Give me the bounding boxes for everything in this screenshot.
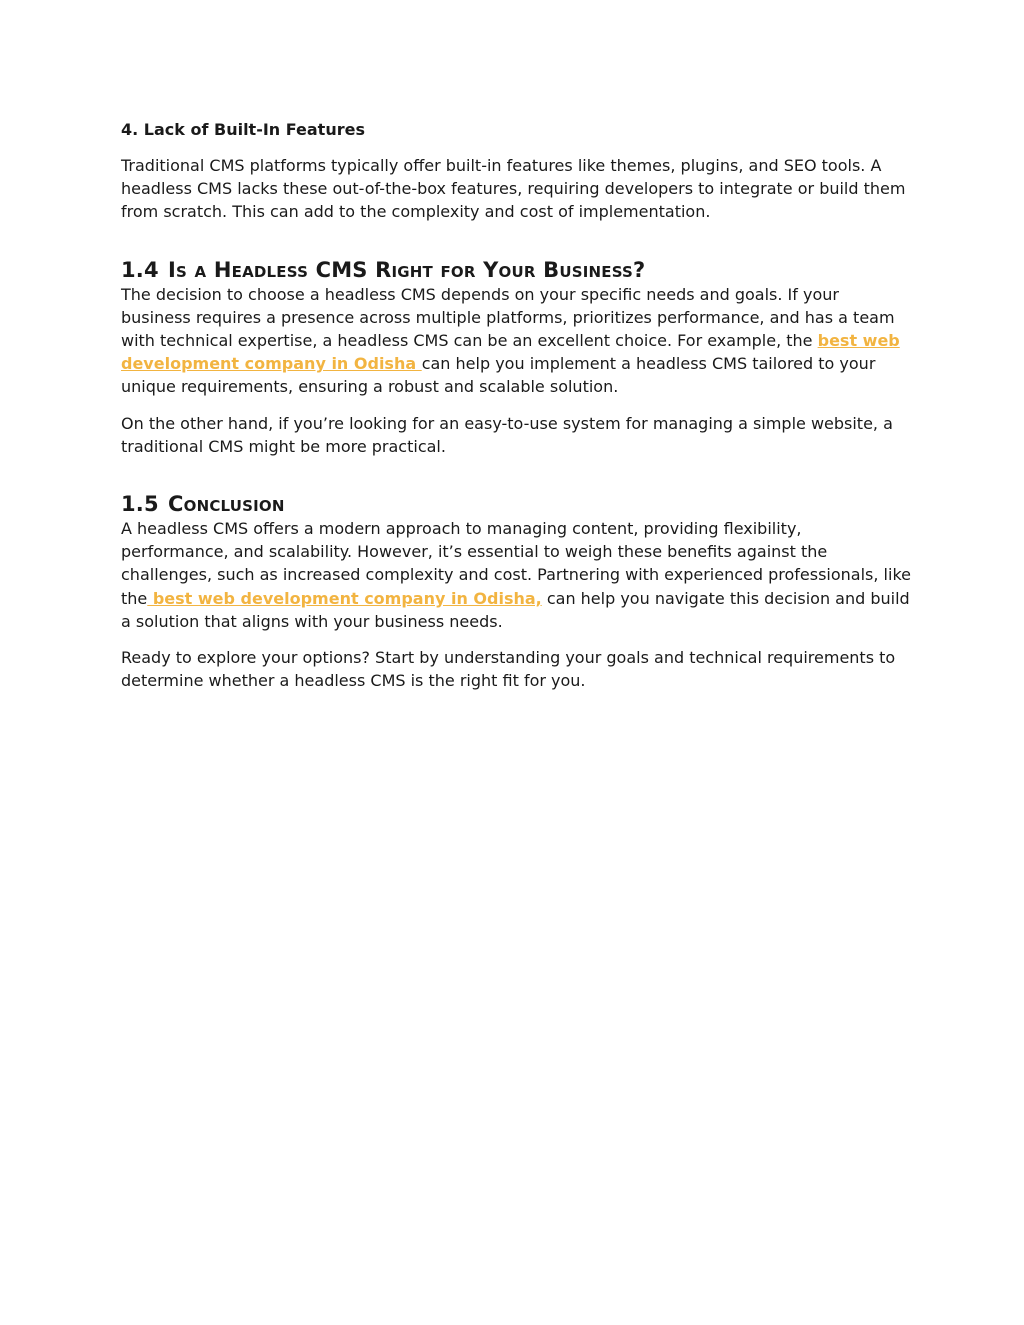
section-body-right-for-business	[121, 283, 911, 458]
paragraph-text: can help you implement a headless CMS tailored to your unique requirements, ensuring a robust and scalable solution.	[121, 354, 876, 397]
paragraph-decision	[121, 283, 911, 399]
paragraph-text: can help you navigate this decision and build a solution that aligns with your business needs.	[121, 588, 910, 631]
section-number: 1.4	[121, 257, 159, 282]
section-heading-conclusion	[121, 491, 911, 517]
paragraph-lack-of-features: Traditional CMS platforms typically offer built-in features like themes, plugins, and SEO tools. A headless CMS lacks these out-of-the-box features, requiring developers to integrate or build them from scratch. This can add to the complexity and cost of implementation.	[121, 156, 906, 222]
section-heading-right-for-business	[121, 257, 911, 283]
document-content	[121, 118, 911, 705]
paragraph-text: A headless CMS offers a modern approach to managing content, providing flexibility, performance, and scalability. However, it’s essential to weigh these benefits against the challenges, such as increased complexity and cost. Partnering with experienced professionals, like the	[121, 519, 911, 608]
subsection-heading-lack-of-features: 4. Lack of Built-In Features	[121, 120, 365, 139]
section-number: 1.5	[121, 492, 159, 517]
paragraph-text: The decision to choose a headless CMS depends on your specific needs and goals. If your business requires a presence across multiple platforms, prioritizes performance, and has a team with technical expertise, a headless CMS can be an excellent choice. For example, the	[121, 284, 895, 351]
company-link[interactable]: best web development company in Odisha	[121, 331, 900, 374]
paragraph-conclusion	[121, 517, 911, 633]
paragraph-other-hand: On the other hand, if you’re looking for an easy-to-use system for managing a simple website, a traditional CMS might be more practical.	[121, 413, 893, 456]
section-body-conclusion	[121, 517, 911, 692]
paragraph-ready-to-explore: Ready to explore your options? Start by understanding your goals and technical requirements to determine whether a headless CMS is the right fit for you.	[121, 648, 896, 691]
company-link[interactable]: best web development company in Odisha,	[147, 588, 542, 608]
section-title: Conclusion	[168, 492, 285, 517]
section-title: Is a Headless CMS Right for Your Business?	[168, 257, 646, 282]
